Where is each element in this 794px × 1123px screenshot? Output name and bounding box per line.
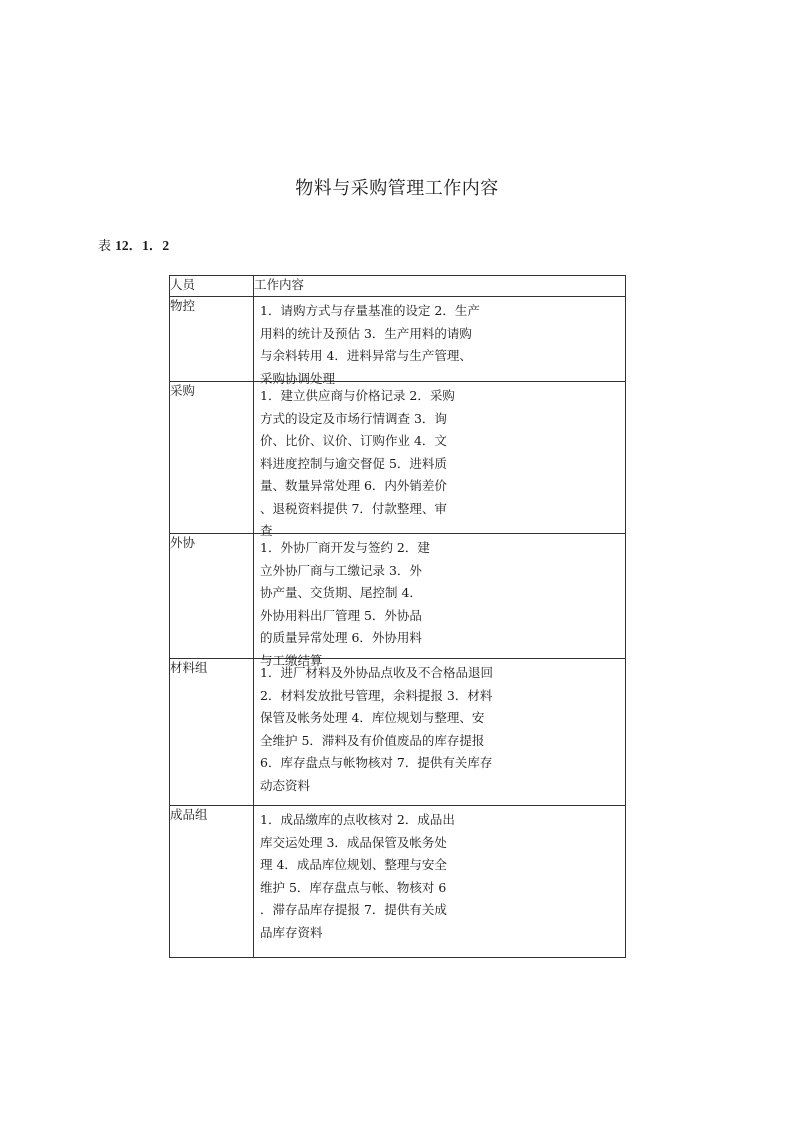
content-line: 1．建立供应商与价格记录 2．采购 bbox=[260, 388, 455, 403]
content-line: 全维护 5．滞料及有价值废品的库存提报 bbox=[260, 732, 485, 748]
content-line: 与余料转用 4．进料异常与生产管理、 bbox=[260, 348, 472, 363]
content-line: 保管及帐务处理 4．库位规划与整理、安 bbox=[260, 710, 485, 725]
document-title: 物料与采购管理工作内容 bbox=[295, 178, 499, 199]
table-row-cailiaozu bbox=[170, 659, 626, 806]
content-line: 动态资料 bbox=[260, 777, 311, 793]
content-line: 、退税资料提供 7．付款整理、审 bbox=[260, 500, 447, 516]
row-content bbox=[254, 534, 626, 668]
content-line: 协产量、交货期、尾控制 4． bbox=[260, 585, 422, 600]
content-line: 1．请购方式与存量基准的设定 2．生产 bbox=[260, 303, 480, 318]
work-content-table bbox=[169, 275, 626, 958]
content-line: ．滞存品库存提报 7．提供有关成 bbox=[260, 902, 447, 917]
table-label-number: 12．1．2 bbox=[115, 238, 170, 253]
content-line: 1．外协厂商开发与签约 2．建 bbox=[260, 540, 430, 555]
row-role: 成品组 bbox=[170, 806, 254, 958]
row-role: 材料组 bbox=[170, 659, 254, 806]
row-content bbox=[254, 806, 626, 958]
table-row-waixie bbox=[170, 534, 626, 659]
content-line: 理 4．成品库位规划、整理与安全 bbox=[260, 857, 447, 872]
content-line: 采购协调处理 bbox=[260, 370, 336, 386]
row-content bbox=[254, 382, 626, 538]
header-role: 人员 bbox=[170, 276, 254, 297]
table-label-prefix: 表 bbox=[98, 239, 112, 254]
row-role: 物控 bbox=[170, 297, 254, 382]
row-role: 外协 bbox=[170, 534, 254, 659]
content-line: 量、数量异常处理 6．内外销差价 bbox=[260, 478, 447, 493]
table-header-row bbox=[170, 276, 626, 297]
row-content bbox=[254, 297, 626, 386]
content-line: 6．库存盘点与帐物核对 7．提供有关库存 bbox=[260, 755, 493, 770]
header-content: 工作内容 bbox=[254, 276, 626, 297]
content-line: 查 bbox=[260, 523, 273, 538]
content-line: 与工缴结算 bbox=[260, 652, 323, 668]
content-line: 维护 5．库存盘点与帐、物核对 6 bbox=[260, 879, 447, 895]
table-label bbox=[98, 234, 169, 254]
content-line: 1．进厂材料及外协品点收及不合格品退回 bbox=[260, 665, 493, 680]
content-line: 外协用料出厂管理 5．外协品 bbox=[260, 607, 422, 623]
content-line: 料进度控制与逾交督促 5．进料质 bbox=[260, 455, 447, 471]
content-line: 立外协厂商与工缴记录 3．外 bbox=[260, 562, 422, 578]
content-line: 用料的统计及预估 3．生产用料的请购 bbox=[260, 325, 472, 341]
content-line: 品库存资料 bbox=[260, 924, 323, 940]
content-line: 库交运处理 3．成品保管及帐务处 bbox=[260, 834, 447, 850]
row-role: 采购 bbox=[170, 382, 254, 534]
row-content bbox=[254, 659, 626, 806]
content-line: 方式的设定及市场行情调查 3．询 bbox=[260, 410, 447, 426]
table-row-caigou bbox=[170, 382, 626, 534]
table-row-wukong bbox=[170, 297, 626, 382]
table-row-chengpinzu bbox=[170, 806, 626, 958]
content-line: 1．成品缴库的点收核对 2．成品出 bbox=[260, 812, 455, 827]
content-line: 2．材料发放批号管理，余料提报 3．材料 bbox=[260, 687, 493, 703]
content-line: 价、比价、议价、订购作业 4．文 bbox=[260, 433, 447, 448]
content-line: 的质量异常处理 6．外协用料 bbox=[260, 630, 422, 645]
